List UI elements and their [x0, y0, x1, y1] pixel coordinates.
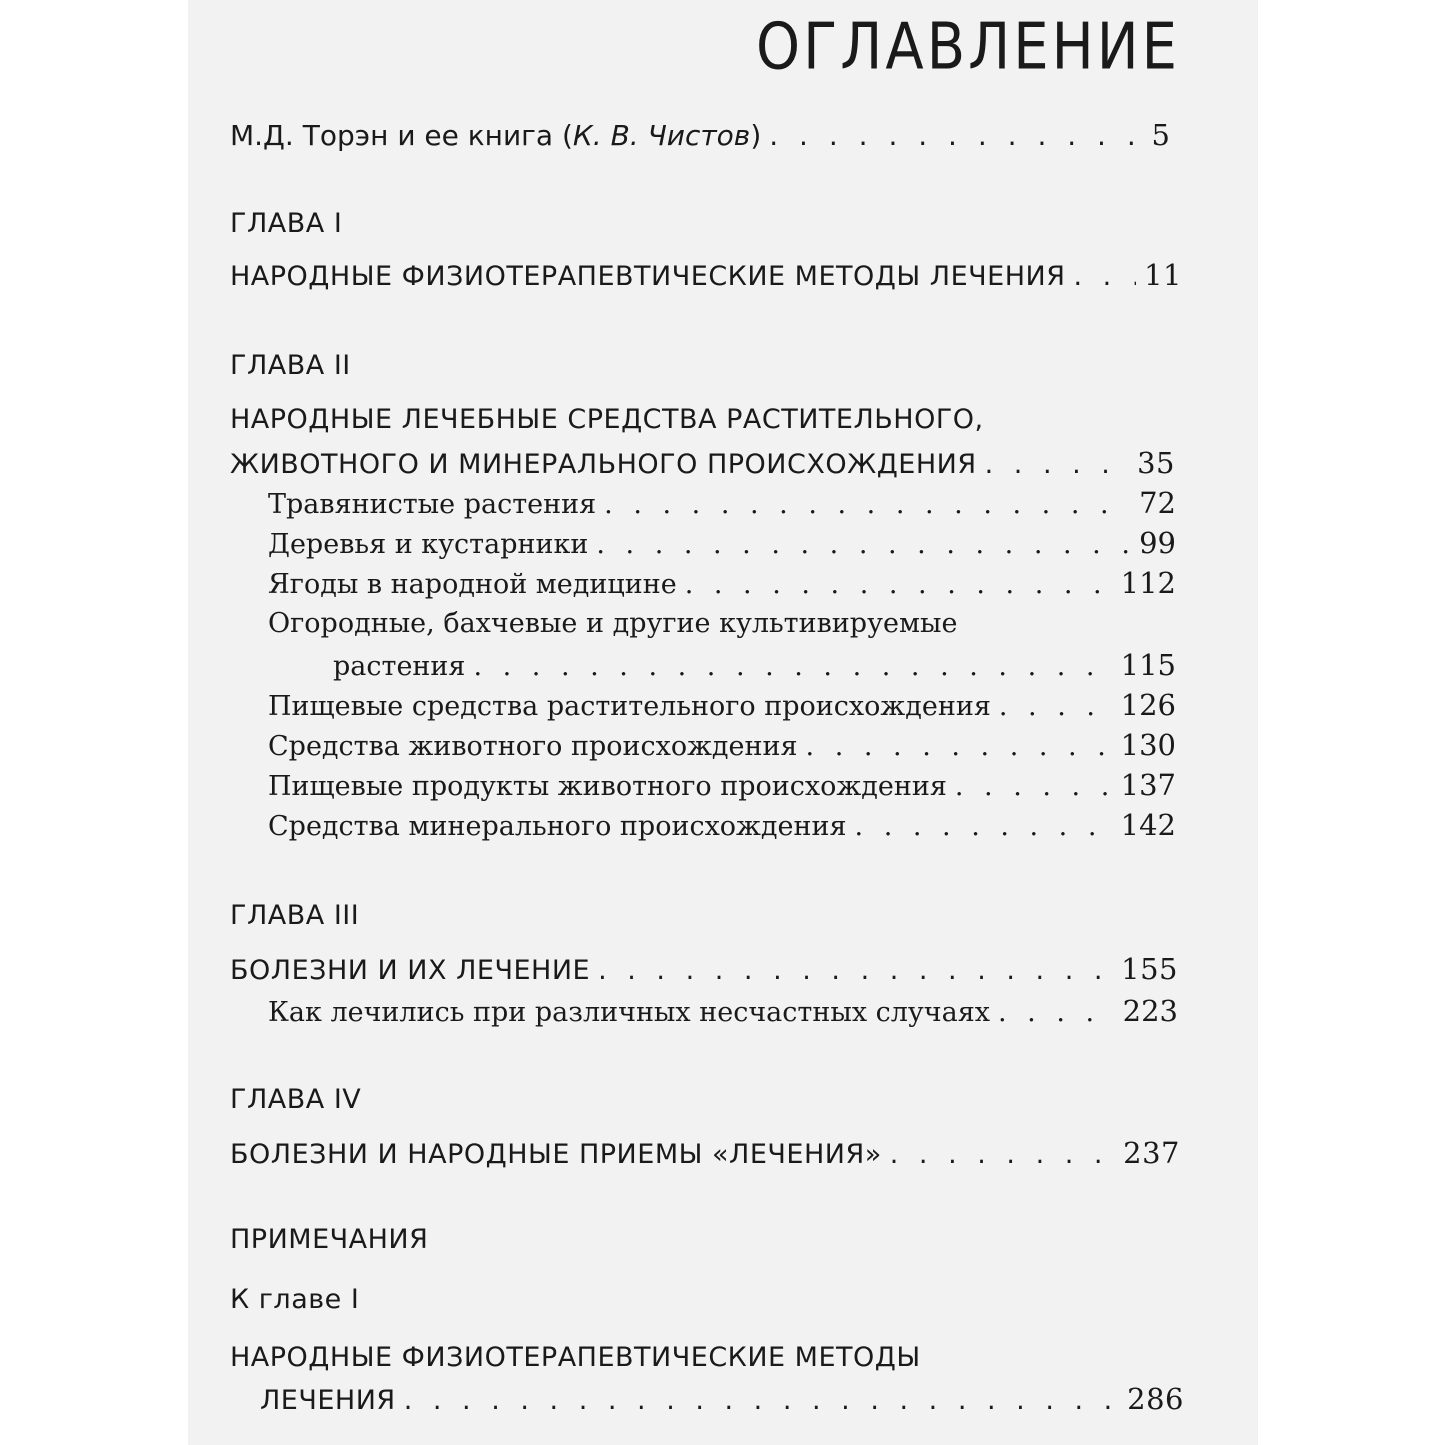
toc-entry-label: БОЛЕЗНИ И НАРОДНЫЕ ПРИЕМЫ «ЛЕЧЕНИЯ»: [230, 1139, 882, 1170]
toc-subentry-label-line: Огородные, бахчевые и другие культивируемые: [268, 608, 958, 639]
chapter-heading: ГЛАВА II: [230, 350, 351, 381]
notes-subheading: К главе I: [230, 1284, 360, 1315]
dot-leader: [598, 955, 1113, 986]
dot-leader: [1073, 261, 1136, 292]
toc-entry-label: ЛЕЧЕНИЯ: [260, 1385, 396, 1416]
toc-entry-label: НАРОДНЫЕ ФИЗИОТЕРАПЕВТИЧЕСКИЕ МЕТОДЫ ЛЕЧЕНИЯ: [230, 261, 1066, 292]
chapter-heading: ГЛАВА III: [230, 900, 360, 931]
toc-entry-label: ЖИВОТНОГО И МИНЕРАЛЬНОГО ПРОИСХОЖДЕНИЯ: [230, 449, 977, 480]
notes-heading: ПРИМЕЧАНИЯ: [230, 1224, 429, 1255]
page-title: ОГЛАВЛЕНИЕ: [756, 10, 1180, 85]
dot-leader: [596, 529, 1131, 560]
dot-leader: [855, 811, 1113, 842]
toc-page-number: 223: [1122, 994, 1178, 1028]
toc-page-number: 99: [1139, 526, 1176, 560]
dot-leader: [955, 771, 1113, 802]
toc-page-number: 155: [1121, 952, 1178, 986]
toc-entry-label: Ягоды в народной медицине: [268, 569, 677, 600]
toc-subentry: [268, 808, 1176, 842]
chapter-heading: ГЛАВА I: [230, 208, 343, 239]
toc-page-number: 142: [1120, 808, 1176, 842]
toc-entry-label: Травянистые растения: [268, 489, 597, 520]
chapter-title-line: НАРОДНЫЕ ФИЗИОТЕРАПЕВТИЧЕСКИЕ МЕТОДЫ: [230, 1342, 921, 1373]
book-page: [188, 0, 1258, 1445]
toc-subentry: [268, 728, 1176, 762]
dot-leader: [998, 997, 1115, 1028]
toc-page-number: 137: [1120, 768, 1176, 802]
toc-entry-chapter-1: [230, 258, 1182, 292]
toc-page-number: 115: [1120, 648, 1176, 682]
toc-entry-label: М.Д. Торэн и ее книга (К. В. Чистов): [230, 119, 762, 152]
toc-entry-chapter-4: [230, 1136, 1180, 1170]
dot-leader: [999, 691, 1113, 722]
dot-leader: [404, 1385, 1119, 1416]
toc-entry-chapter-2: [230, 446, 1175, 480]
toc-subentry: [268, 486, 1176, 520]
toc-page-number: 286: [1127, 1382, 1184, 1416]
toc-subentry: [268, 688, 1176, 722]
toc-entry-label: Деревья и кустарники: [268, 529, 589, 560]
dot-leader: [604, 489, 1131, 520]
toc-entry-chapter-3: [230, 952, 1178, 986]
toc-page-number: 11: [1144, 258, 1182, 292]
toc-subentry: [268, 566, 1176, 600]
toc-page-number: 72: [1139, 486, 1176, 520]
toc-subentry: [268, 526, 1176, 560]
toc-entry-notes-1: [260, 1382, 1184, 1416]
dot-leader: [473, 651, 1112, 682]
dot-leader: [890, 1139, 1115, 1170]
toc-page-number: 112: [1120, 566, 1176, 600]
toc-entry-label: Пищевые продукты животного происхождения: [268, 771, 947, 802]
toc-subentry: [268, 768, 1176, 802]
toc-entry-label: Пищевые средства растительного происхождения: [268, 691, 991, 722]
toc-entry-label: Как лечились при различных несчастных случаях: [268, 997, 990, 1028]
toc-page-number: 126: [1120, 688, 1176, 722]
toc-entry-label: Средства минерального происхождения: [268, 811, 847, 842]
toc-page-number: 5: [1151, 118, 1170, 152]
toc-page-number: 130: [1120, 728, 1176, 762]
chapter-title-line: НАРОДНЫЕ ЛЕЧЕБНЫЕ СРЕДСТВА РАСТИТЕЛЬНОГО,: [230, 404, 984, 435]
toc-entry-label: БОЛЕЗНИ И ИХ ЛЕЧЕНИЕ: [230, 955, 591, 986]
dot-leader: [806, 731, 1113, 762]
toc-entry-intro: [230, 118, 1170, 152]
toc-page-number: 237: [1123, 1136, 1180, 1170]
chapter-heading: ГЛАВА IV: [230, 1084, 362, 1115]
toc-entry-label: Средства животного происхождения: [268, 731, 798, 762]
dot-leader: [769, 119, 1143, 152]
dot-leader: [685, 569, 1113, 600]
toc-subentry: [333, 648, 1176, 682]
toc-entry-label: растения: [333, 651, 466, 682]
toc-page-number: 35: [1137, 446, 1175, 480]
dot-leader: [985, 449, 1129, 480]
toc-subentry: [268, 994, 1178, 1028]
